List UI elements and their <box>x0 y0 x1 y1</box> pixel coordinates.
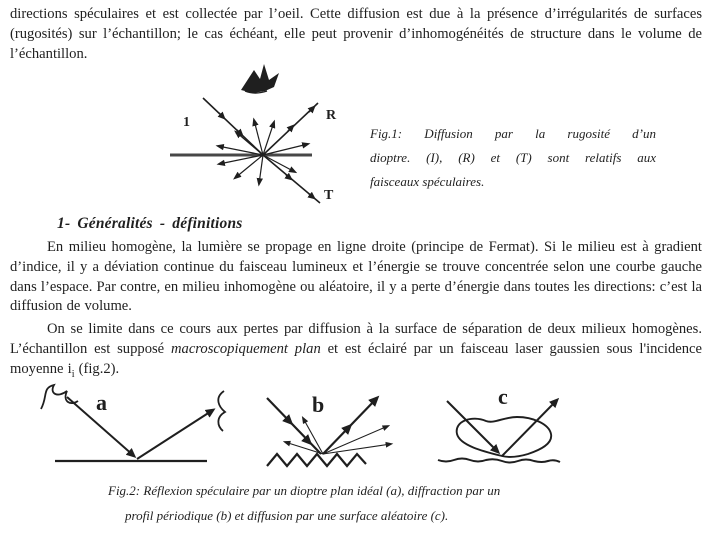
incident-beam <box>447 401 498 452</box>
paragraph-cours-seg1: On se limite dans ce cours aux pertes par diffusion à la surface de séparation de deux milieux homogènes. L’échantillon est supposé <box>10 321 702 357</box>
paragraph-intro: directions spéculaires et est collectée par l’oeil. Cette diffusion est due à la présence d’irrégularités de surfaces (rugosités) sur l’échantillon; le cas échéant, elle peut provenir d’inhomogénéités de structure dans le volume de l’échantillon. <box>10 6 702 62</box>
paragraph-generalites: En milieu homogène, la lumière se propage en ligne droite (principe de Fermat). Si le milieu est à gradient d’indice, il y a déviation continue du faisceau lumineux et l’énergie se trouve concentrée selon une courbe gauche dans l’espace. Par contre, en milieu inhomogène ou aléatoire, il y a perte d’énergie dans toutes les directions: c’est la diffusion de volume. <box>10 239 702 315</box>
reflected-beam-label: R <box>326 108 337 123</box>
figure2-caption-line1: Fig.2: Réflexion spéculaire par un dioptre plan idéal (a), diffraction par un <box>108 483 501 498</box>
wave-squiggle-icon <box>218 391 225 431</box>
figure1-caption-line3: faisceaux spéculaires. <box>370 174 485 189</box>
scattering-lobe-loop <box>457 417 552 457</box>
figure1-caption <box>370 122 656 194</box>
paragraph-cours-seg5: (fig.2). <box>74 360 120 377</box>
figure2-label-a: a <box>96 390 107 415</box>
figure2-diagram-b <box>255 390 406 472</box>
figure1-caption-line2: dioptre. (I), (R) et (T) sont relatifs aux <box>370 150 656 165</box>
eye-icon <box>241 64 279 93</box>
figure2-caption <box>108 479 588 528</box>
random-surface-line <box>438 459 560 463</box>
scattered-rays <box>218 120 308 184</box>
transmitted-beam-label: T <box>324 188 334 203</box>
incident-beam-label: 1 <box>183 115 190 130</box>
figure2-diagram-a <box>33 383 229 471</box>
transmitted-ray <box>263 155 320 203</box>
reflected-beam <box>323 398 377 454</box>
periodic-surface-zigzag <box>267 454 366 466</box>
wave-squiggle-icon <box>41 385 78 409</box>
figure2-label-b: b <box>312 392 325 417</box>
figure1-diagram <box>155 58 360 212</box>
figure2-caption-line2: profil périodique (b) et diffusion par une surface aléatoire (c). <box>125 507 449 523</box>
diffraction-sketch <box>255 390 406 472</box>
incident-ray <box>203 98 263 155</box>
reflected-beam <box>137 410 213 459</box>
figure1-caption-line1: Fig.1: Diffusion par la rugosité d’un <box>370 126 656 141</box>
figure2-label-c: c <box>498 384 508 409</box>
incidence-subscript: i <box>71 368 75 380</box>
specular-reflection-sketch <box>33 383 229 471</box>
paragraph-cours <box>10 320 702 384</box>
paragraph-cours-italic: macroscopiquement plan <box>170 340 321 357</box>
section-heading: 1- Généralités - définitions <box>57 215 243 232</box>
paragraph-cours-seg3: et est éclairé par un faisceau laser gaussien sous l'incidence moyenne i <box>10 340 702 377</box>
figure1-scattering-diagram <box>155 58 360 212</box>
diffracted-orders <box>285 418 391 454</box>
